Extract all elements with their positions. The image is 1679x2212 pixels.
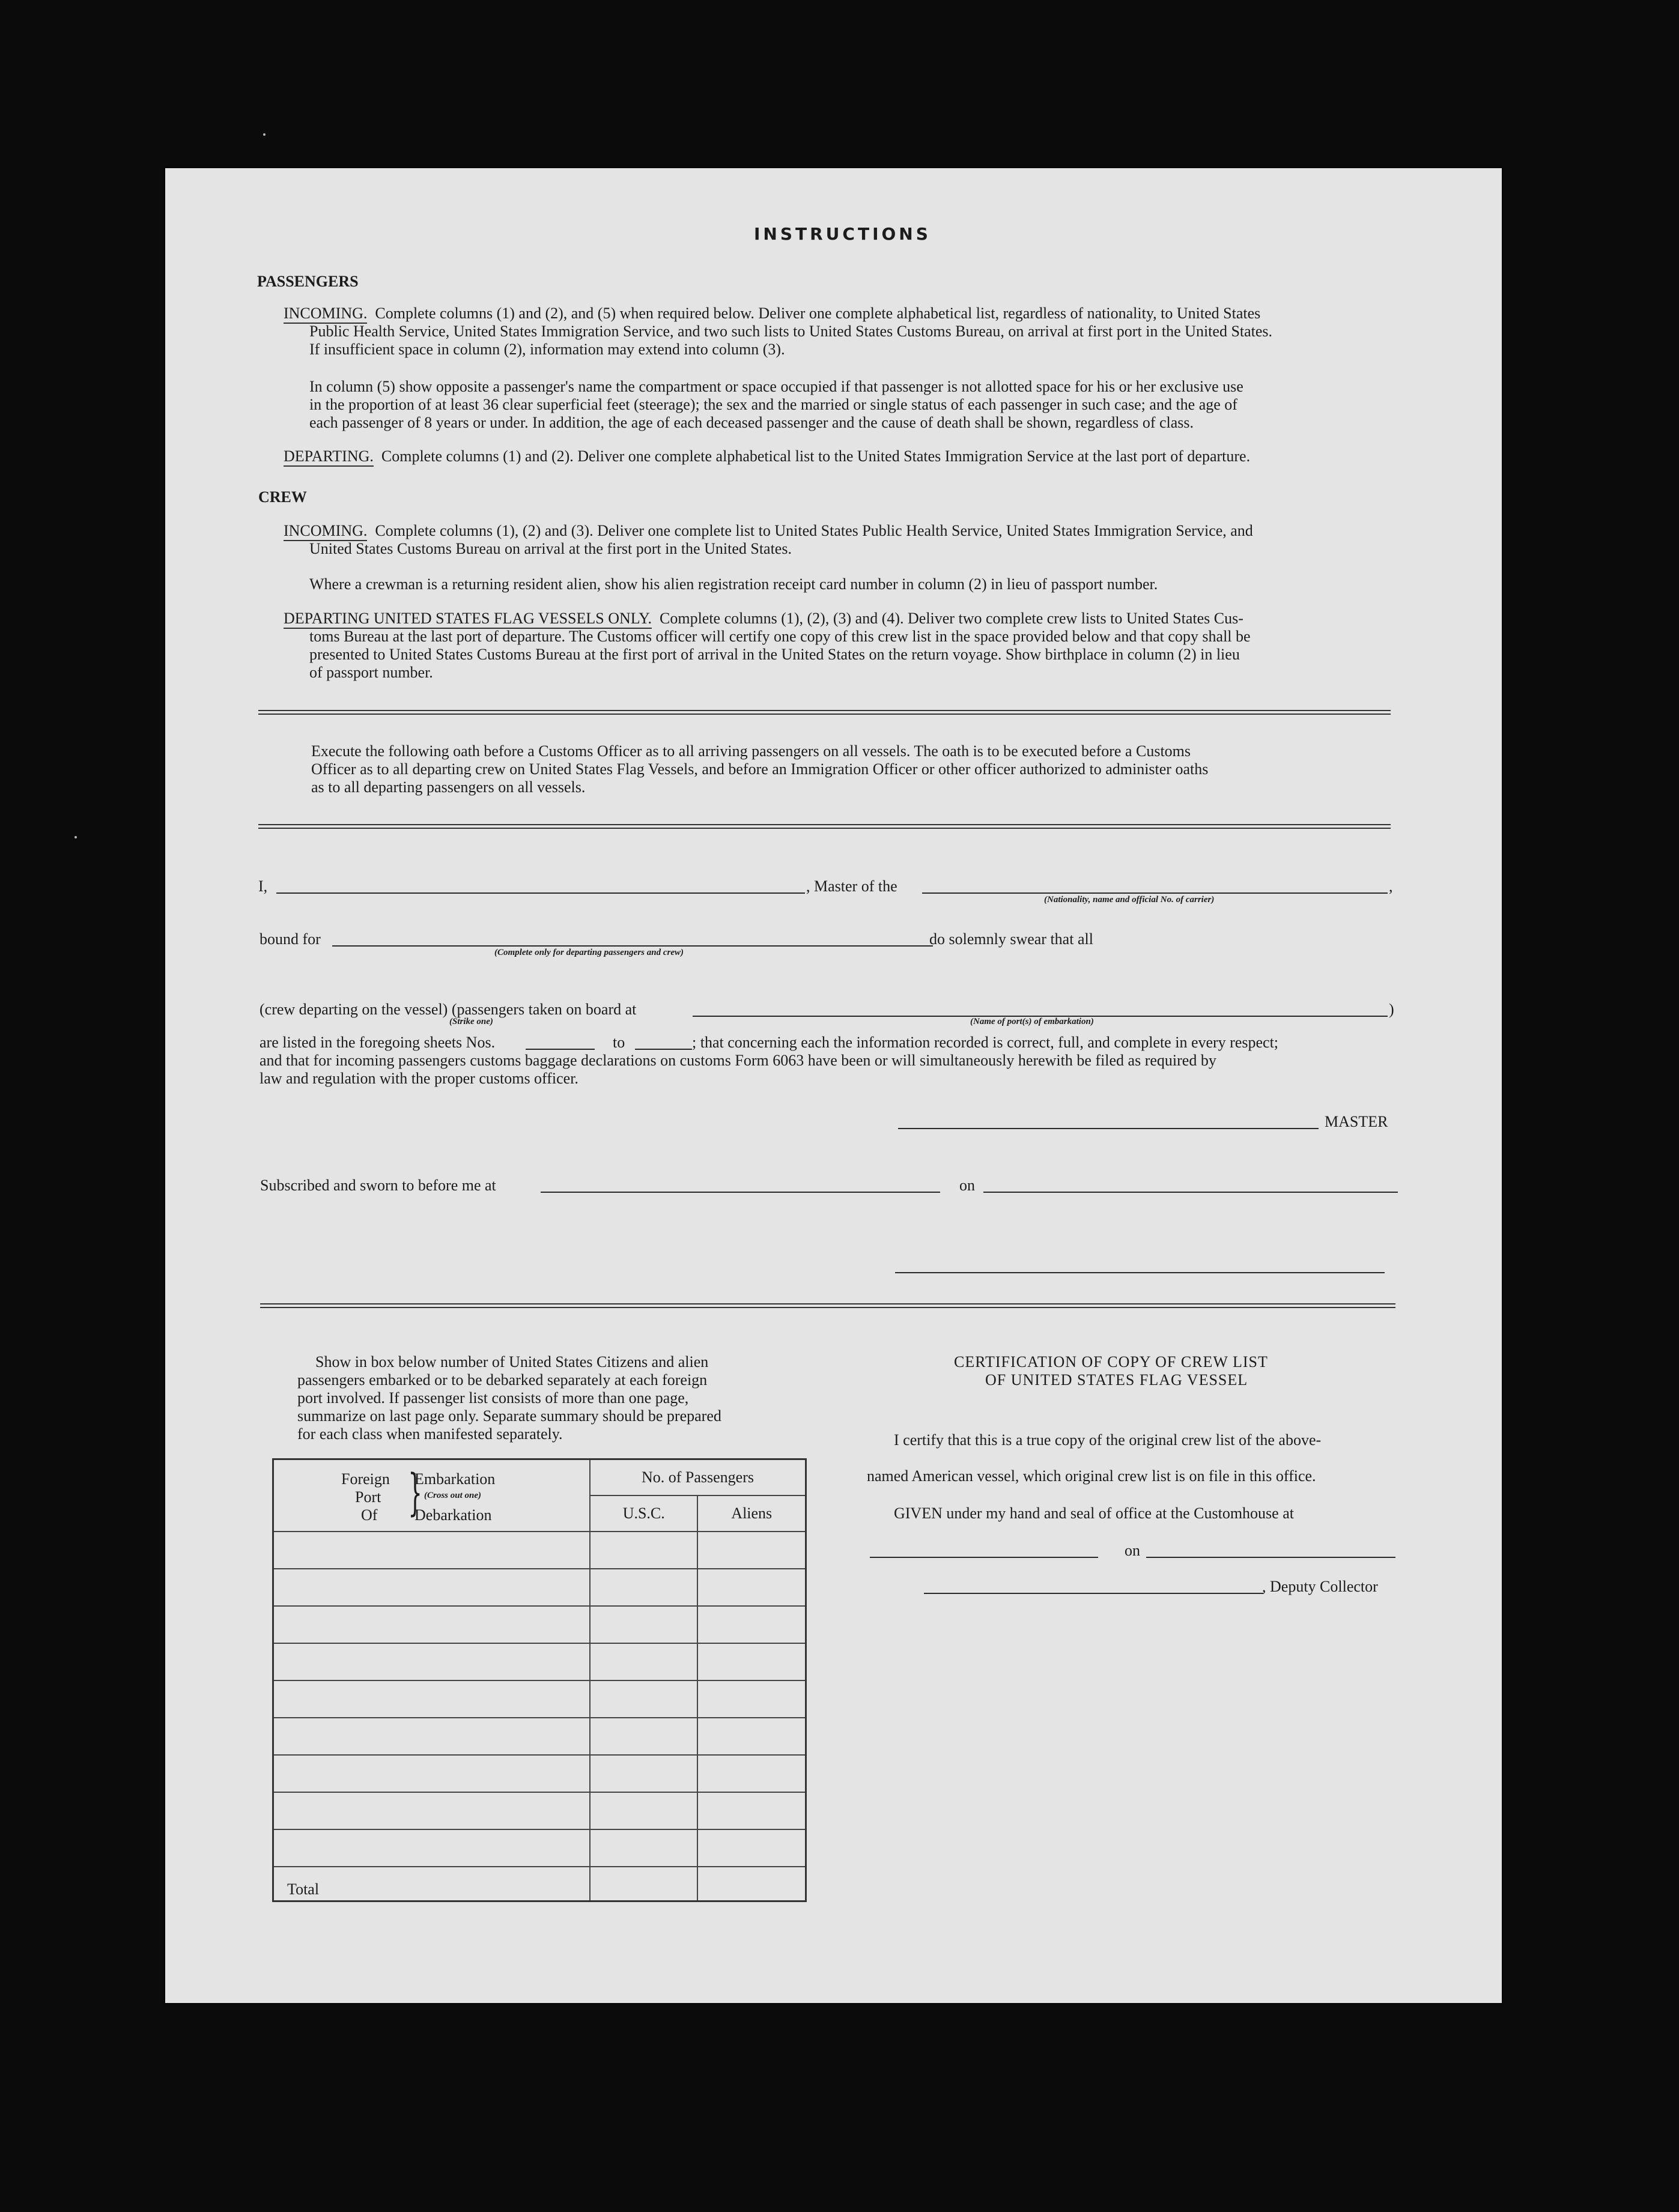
port-cell[interactable]	[273, 1718, 590, 1755]
subscribed-on-label: on	[959, 1177, 975, 1194]
summary-line1: Show in box below number of United States Citizens and alien	[315, 1353, 709, 1371]
aliens-cell[interactable]	[697, 1718, 806, 1755]
master-name-line[interactable]	[276, 892, 805, 894]
certification-title-line2: OF UNITED STATES FLAG VESSEL	[985, 1371, 1248, 1389]
crew-incoming-label: INCOMING.	[284, 522, 367, 541]
foreign-label: Foreign	[341, 1470, 390, 1488]
crew-departing-line3: presented to United States Customs Bureau at the first port of arrival in the United States on the return voyage. Show birthplace in column (2) in lieu	[309, 646, 1240, 663]
nationality-caption: (Nationality, name and official No. of carrier)	[1044, 895, 1215, 904]
passengers-column5-line3: each passenger of 8 years or under. In addition, the age of each deceased passenger and the cause of death shall be shown, regardless of class.	[309, 414, 1194, 431]
oath-intro-line3: as to all departing passengers on all vessels.	[311, 778, 586, 796]
table-row	[273, 1718, 806, 1755]
table-row	[273, 1680, 806, 1718]
sheets-to-label: to	[613, 1034, 625, 1051]
embarkation-label: Embarkation	[414, 1470, 496, 1488]
master-of-the-label: , Master of the	[806, 877, 897, 895]
usc-cell[interactable]	[590, 1680, 698, 1718]
port-header-cell	[273, 1459, 590, 1532]
deputy-collector-label: , Deputy Collector	[1262, 1578, 1378, 1595]
oath-line2: and that for incoming passengers customs baggage declarations on customs Form 6063 have been or will simultaneously herewith be filed as required by	[260, 1052, 1216, 1069]
page-title: INSTRUCTIONS	[754, 224, 931, 244]
passengers-heading: PASSENGERS	[257, 273, 359, 290]
passengers-incoming-line3: If insufficient space in column (2), information may extend into column (3).	[309, 341, 785, 358]
total-row	[273, 1867, 806, 1901]
aliens-header: Aliens	[697, 1495, 806, 1532]
passengers-incoming-text: Complete columns (1) and (2), and (5) when required below. Deliver one complete alphabetical list, regardless of nationality, to United States	[375, 305, 1261, 322]
aliens-cell[interactable]	[697, 1643, 806, 1680]
crew-departing-label: (crew departing on the vessel) (passengers taken on board at	[260, 1001, 637, 1018]
passengers-incoming-line1	[284, 304, 1260, 323]
crew-incoming-line1	[284, 521, 1253, 540]
master-label: MASTER	[1325, 1113, 1388, 1130]
table-row	[273, 1829, 806, 1867]
summary-line3: port involved. If passenger list consists of more than one page,	[297, 1389, 689, 1407]
certification-on-label: on	[1125, 1542, 1140, 1559]
oath-intro-line1: Execute the following oath before a Customs Officer as to all arriving passengers on all vessels. The oath is to be executed before a Customs	[311, 742, 1191, 760]
form-page	[165, 168, 1502, 2003]
passengers-column5-line1: In column (5) show opposite a passenger's name the compartment or space occupied if that passenger is not allotted space for his or her exclusive use	[309, 378, 1243, 395]
aliens-cell[interactable]	[697, 1829, 806, 1867]
usc-cell[interactable]	[590, 1718, 698, 1755]
crew-resident-text: Where a crewman is a returning resident alien, show his alien registration receipt card number in column (2) in lieu of passport number.	[309, 575, 1158, 593]
passengers-incoming-label: INCOMING.	[284, 305, 367, 324]
total-aliens-cell[interactable]	[697, 1867, 806, 1901]
summary-line5: for each class when manifested separately.	[297, 1425, 563, 1443]
subscribed-place-line[interactable]	[541, 1192, 940, 1193]
summary-line4: summarize on last page only. Separate summary should be prepared	[297, 1407, 721, 1425]
passengers-departing-text: Complete columns (1) and (2). Deliver one complete alphabetical list to the United States Immigration Service at the last port of departure.	[381, 447, 1251, 465]
cross-out-caption: (Cross out one)	[424, 1491, 482, 1500]
sheet-to-line[interactable]	[635, 1049, 692, 1050]
usc-cell[interactable]	[590, 1606, 698, 1643]
crew-departing-line2: toms Bureau at the last port of departure. The Customs officer will certify one copy of this crew list in the space provided below and that copy shall be	[309, 628, 1251, 645]
aliens-cell[interactable]	[697, 1606, 806, 1643]
certification-line3: GIVEN under my hand and seal of office at the Customhouse at	[894, 1504, 1294, 1522]
sheet-from-line[interactable]	[526, 1049, 595, 1050]
section-divider	[260, 1303, 1395, 1308]
aliens-cell[interactable]	[697, 1792, 806, 1829]
deputy-signature-line[interactable]	[924, 1593, 1263, 1594]
port-cell[interactable]	[273, 1643, 590, 1680]
usc-cell[interactable]	[590, 1792, 698, 1829]
brace-icon: }	[408, 1464, 422, 1521]
section-divider	[258, 824, 1391, 829]
passengers-incoming-line2: Public Health Service, United States Immigration Service, and two such lists to United States Customs Bureau, on arrival at first port in the United States.	[309, 323, 1273, 340]
usc-cell[interactable]	[590, 1569, 698, 1606]
carrier-line[interactable]	[922, 892, 1388, 894]
crew-departing-line4: of passport number.	[309, 664, 433, 681]
port-cell[interactable]	[273, 1532, 590, 1569]
passengers-departing-label: DEPARTING.	[284, 447, 374, 467]
port-cell[interactable]	[273, 1792, 590, 1829]
certification-line2: named American vessel, which original crew list is on file in this office.	[867, 1467, 1316, 1485]
customhouse-line[interactable]	[870, 1557, 1098, 1558]
table-row	[273, 1532, 806, 1569]
table-row	[273, 1755, 806, 1792]
section-divider	[258, 710, 1391, 715]
oath-i-label: I,	[258, 877, 268, 895]
port-cell[interactable]	[273, 1606, 590, 1643]
table-row	[273, 1643, 806, 1680]
usc-cell[interactable]	[590, 1532, 698, 1569]
crew-incoming-line2: United States Customs Bureau on arrival at the first port in the United States.	[309, 540, 792, 557]
certification-line1: I certify that this is a true copy of the original crew list of the above-	[894, 1431, 1322, 1449]
certification-title-line1: CERTIFICATION OF COPY OF CREW LIST	[954, 1353, 1268, 1371]
summary-line2: passengers embarked or to be debarked separately at each foreign	[297, 1371, 708, 1389]
total-usc-cell[interactable]	[590, 1867, 698, 1901]
passengers-departing	[284, 447, 1250, 465]
crew-incoming-text: Complete columns (1), (2) and (3). Deliver one complete list to United States Public Health Service, United States Immigration Service, and	[375, 522, 1253, 539]
passenger-summary-table	[272, 1458, 807, 1902]
bound-for-line[interactable]	[332, 945, 933, 947]
port-cell[interactable]	[273, 1755, 590, 1792]
certification-date-line[interactable]	[1146, 1557, 1395, 1558]
of-label: Of	[361, 1506, 378, 1524]
usc-cell[interactable]	[590, 1829, 698, 1867]
port-label: Port	[355, 1488, 381, 1506]
aliens-cell[interactable]	[697, 1755, 806, 1792]
subscribed-label: Subscribed and sworn to before me at	[260, 1177, 496, 1194]
close-paren: )	[1389, 1001, 1394, 1018]
crew-departing-line1	[284, 609, 1243, 628]
port-cell[interactable]	[273, 1569, 590, 1606]
usc-header: U.S.C.	[590, 1495, 698, 1532]
usc-cell[interactable]	[590, 1643, 698, 1680]
table-row	[273, 1792, 806, 1829]
debarkation-label: Debarkation	[414, 1506, 492, 1524]
passengers-column5-line2: in the proportion of at least 36 clear superficial feet (steerage); the sex and the married or single status of each passenger in such case; and the age of	[309, 396, 1237, 413]
table-row	[273, 1606, 806, 1643]
table-row	[273, 1569, 806, 1606]
comma: ,	[1389, 877, 1393, 895]
port-cell[interactable]	[273, 1829, 590, 1867]
sheets-text: ; that concerning each the information recorded is correct, full, and complete in every respect;	[692, 1034, 1279, 1051]
port-cell[interactable]	[273, 1680, 590, 1718]
complete-caption: (Complete only for departing passengers and crew)	[494, 948, 684, 957]
aliens-cell[interactable]	[697, 1569, 806, 1606]
aliens-cell[interactable]	[697, 1680, 806, 1718]
subscribed-date-line[interactable]	[983, 1192, 1398, 1193]
master-signature-line[interactable]	[898, 1128, 1319, 1129]
crew-heading: CREW	[258, 488, 307, 506]
no-passengers-header: No. of Passengers	[590, 1459, 806, 1495]
ports-caption: (Name of port(s) of embarkation)	[970, 1017, 1094, 1026]
swear-label: do solemnly swear that all	[929, 930, 1093, 948]
crew-departing-text: Complete columns (1), (2), (3) and (4). Deliver two complete crew lists to United States Cus-	[660, 610, 1243, 627]
sheets-label: are listed in the foregoing sheets Nos.	[260, 1034, 496, 1051]
crew-departing-label: DEPARTING UNITED STATES FLAG VESSELS ONLY.	[284, 610, 652, 629]
aliens-cell[interactable]	[697, 1532, 806, 1569]
officer-signature-line[interactable]	[895, 1272, 1385, 1273]
bound-for-label: bound for	[260, 930, 321, 948]
oath-intro-line2: Officer as to all departing crew on United States Flag Vessels, and before an Immigration Officer or other officer authorized to administer oaths	[311, 760, 1209, 778]
usc-cell[interactable]	[590, 1755, 698, 1792]
oath-line3: law and regulation with the proper customs officer.	[260, 1070, 578, 1087]
total-label: Total	[273, 1867, 590, 1901]
strike-caption: (Strike one)	[449, 1017, 493, 1026]
